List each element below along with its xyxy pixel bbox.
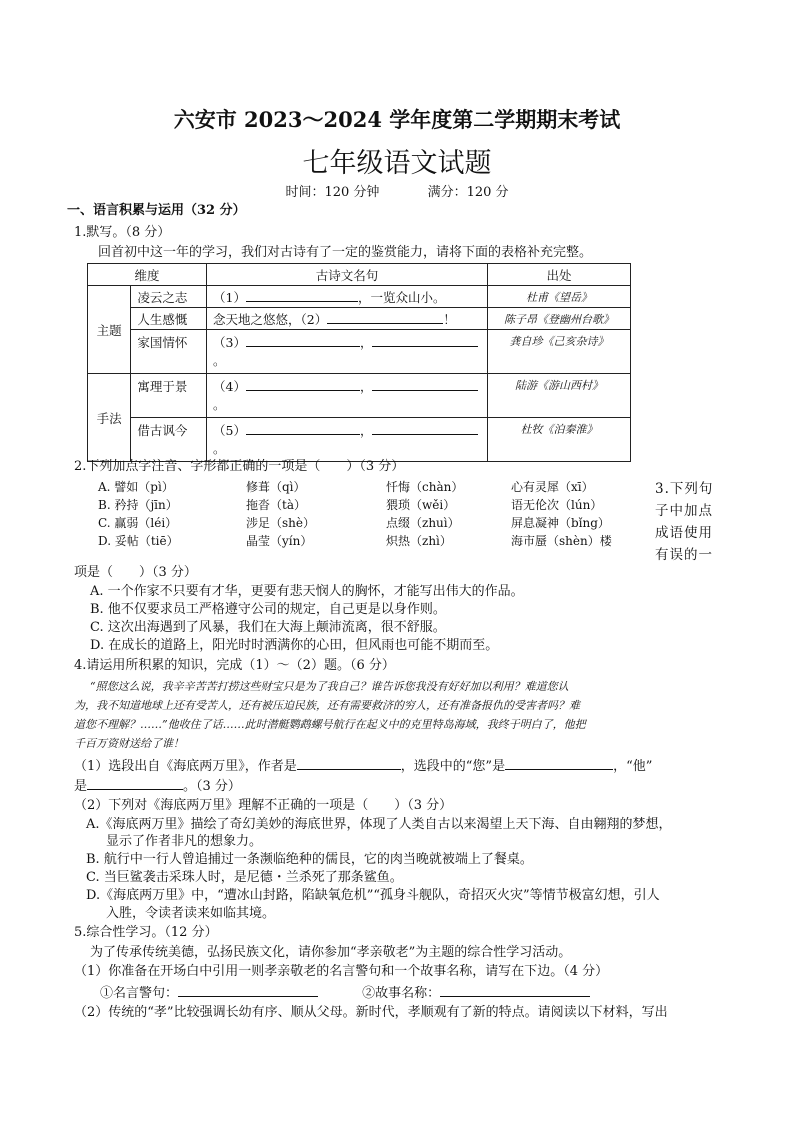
q4-passage-line-2: 为，我不知道地球上还有受苦人，还有被压迫民族，还有需要救济的穷人，还有准备报仇的受害者吗？难 xyxy=(74,699,580,712)
section-heading: 一、语言积累与运用（32 分） xyxy=(67,203,246,218)
q3-option-d: D. 在成长的道路上，阳光时时洒满你的心田，但风雨也可能不期而至。 xyxy=(90,638,499,653)
q5-stem: 5.综合性学习。（12 分） xyxy=(74,925,218,940)
story-blank[interactable] xyxy=(440,984,590,997)
table-header-quote: 古诗文名句 xyxy=(207,264,488,286)
q4-passage-line-4: 千百万资财送给了谁！ xyxy=(74,737,184,750)
dim-cell: 寓理于景 xyxy=(131,374,207,418)
dim-cell: 人生感慨 xyxy=(131,308,207,330)
q4-sub2-option-d: D.《海底两万里》中，“遭冰山封路，陷缺氧危机”“孤身斗舰队，奇招灭火灾”等情节极富幻想，引人 xyxy=(86,888,660,903)
quote-cell: （3） ， 。 xyxy=(207,330,488,374)
source-cell: 陆游《游山西村》 xyxy=(488,374,631,418)
answer-blank-5b[interactable] xyxy=(372,422,478,435)
he-blank[interactable] xyxy=(87,777,183,790)
group-theme: 主题 xyxy=(88,286,131,374)
dim-cell: 家国情怀 xyxy=(131,330,207,374)
q2-stem: 2.下列加点字注音、字形都正确的一项是（ ）（3 分） xyxy=(74,459,405,474)
quote-blank[interactable] xyxy=(178,984,318,997)
group-technique: 手法 xyxy=(88,374,131,462)
exam-meta xyxy=(0,181,794,200)
answer-blank-1[interactable] xyxy=(246,289,358,302)
dim-cell: 凌云之志 xyxy=(131,286,207,308)
q4-sub2-option-c: C. 当巨鲨袭击采珠人时，是尼德・兰杀死了那条鲨鱼。 xyxy=(86,870,403,885)
q3-option-a: A. 一个作家不只要有才华，更要有悲天悯人的胸怀，才能写出伟大的作品。 xyxy=(90,584,524,599)
q4-sub2-option-d-cont: 入胜，令读者读来如临其境。 xyxy=(106,906,276,921)
q3-option-c: C. 这次出海遇到了风暴，我们在大海上颠沛流离，很不舒服。 xyxy=(90,620,446,635)
q4-sub1-line2: 是 。（3 分） xyxy=(74,779,241,794)
q4-sub2-option-a: A.《海底两万里》描绘了奇幻美妙的海底世界，体现了人类自古以来渴望上天下海、自由翱翔的梦想， xyxy=(86,817,672,832)
source-cell: 杜甫《望岳》 xyxy=(488,286,631,308)
quote-cell: （5） ， 。 xyxy=(207,418,488,462)
q1-intro: 回首初中这一年的学习，我们对古诗有了一定的鉴赏能力，请将下面的表格补充完整。 xyxy=(98,245,593,260)
q5-sub1: （1）你准备在开场白中引用一则孝亲敬老的名言警句和一个故事名称，请写在下边。（4 分） xyxy=(74,964,609,979)
q5-blanks: ①名言警句： ②故事名称： xyxy=(100,984,590,1003)
q5-sub2: （2）传统的“孝”比较强调长幼有序、顺从父母。新时代，孝顺观有了新的特点。请阅读以下材料，写出 xyxy=(74,1005,668,1020)
answer-blank-5a[interactable] xyxy=(246,422,360,435)
source-cell: 龚自珍《己亥杂诗》 xyxy=(488,330,631,374)
poem-table xyxy=(87,263,631,462)
exam-subtitle: 七年级语文试题 xyxy=(302,148,492,179)
q4-sub2-option-a-cont: 显示了作者非凡的想象力。 xyxy=(106,834,263,849)
q4-passage-line-1: “照您这么说，我辛辛苦苦打捞这些财宝只是为了我自己？谁告诉您我没有好好加以利用？难道您认 xyxy=(90,680,569,693)
table-header-dimension: 维度 xyxy=(88,264,207,286)
q4-sub1-line1: （1）选段出自《海底两万里》，作者是 ，选段中的“您”是 ，“他” xyxy=(74,759,653,774)
source-cell: 陈子昂《登幽州台歌》 xyxy=(488,308,631,330)
answer-blank-3b[interactable] xyxy=(372,334,478,347)
dim-cell: 借古讽今 xyxy=(131,418,207,462)
quote-cell: （4） ， 。 xyxy=(207,374,488,418)
you-blank[interactable] xyxy=(505,757,613,770)
q4-passage-line-3: 道您不理解？……”他收住了话……此时潜艇鹦鹉螺号航行在起义中的克里特岛海域，我终于明白了，他把 xyxy=(74,718,586,731)
q4-sub2-stem: （2）下列对《海底两万里》理解不正确的一项是（ ）（3 分） xyxy=(74,798,453,813)
q3-stem: 项是（ ）（3 分） xyxy=(74,565,197,580)
q4-sub2-option-b: B. 航行中一行人曾追捕过一条濒临绝种的儒艮，它的肉当晚就被端上了餐桌。 xyxy=(86,852,533,867)
exam-time: 时间：120 分钟 xyxy=(285,185,380,200)
exam-title: 六安市 2023～2024 学年度第二学期期末考试 xyxy=(173,107,621,132)
q5-intro: 为了传承传统美德，弘扬民族文化，请你参加“孝亲敬老”为主题的综合性学习活动。 xyxy=(90,945,572,960)
answer-blank-4a[interactable] xyxy=(246,378,360,391)
q1-stem: 1.默写。（8 分） xyxy=(74,225,171,240)
answer-blank-3a[interactable] xyxy=(246,334,360,347)
answer-blank-2[interactable] xyxy=(327,311,443,324)
q4-stem: 4.请运用所积累的知识，完成（1）～（2）题。（6 分） xyxy=(74,658,395,673)
q3-option-b: B. 他不仅要求员工严格遵守公司的规定，自己更是以身作则。 xyxy=(90,602,446,617)
quote-cell: （1） ，一览众山小。 xyxy=(207,286,488,308)
quote-cell: 念天地之悠悠，（2） ！ xyxy=(207,308,488,330)
q3-side-text: 3.下列句子中加点成语使用有误的一 xyxy=(655,481,714,563)
source-cell: 杜牧《泊秦淮》 xyxy=(488,418,631,462)
answer-blank-4b[interactable] xyxy=(372,378,478,391)
author-blank[interactable] xyxy=(297,757,401,770)
exam-page: 六安市 2023～2024 学年度第二学期期末考试 七年级语文试题 时间：120 分钟 满分：120 分 一、语言积累与运用（32 分） 1.默写。（8 分） 回首初中这一年的学习，我们对古诗有了一定的鉴赏能力，请将下面的表格补充完整。 维度 古诗文名句 出处 主题 凌云之志 （1） ，一览众山小。 杜甫《望岳》 人生感慨 念天地之悠悠，（2） ！ 陈子昂《登幽州台歌》 家国情怀 （3） ， 。 龚自珍《己亥杂诗》 手法 寓理于景 （4） ， 。 陆游《游山西村》 借古讽今 （5） ， 。 杜牧《泊秦淮》 2.下列加点字注音、字形都正确的一项是（ ）（3 分） A. 譬如（pì） 修葺（qì） 忏悔（chàn） 心有灵犀（xī） B. 矜持（jīn） 拖沓（tà） 猥琐（wěi） 语无伦次（lún） C. 赢弱（léi） 涉足（shè） 点缀（zhuì） 屏息凝神（bǐng） D. 妥帖（tiē） 晶莹（yín） 炽热（zhì） 海市蜃（shèn）楼 3.下列句子中加点成语使用有误的一 项是（ ）（3 分） A. 一个作家不只要有才华，更要有悲天悯人的胸怀，才能写出伟大的作品。 B. 他不仅要求员工严格遵守公司的规定，自己更是以身作则。 C. 这次出海遇到了风暴，我们在大海上颠沛流离，很不舒服。 D. 在成长的道路上，阳光时时洒满你的心田，但风雨也可能不期而至。 4.请运用所积累的知识，完成（1）～（2）题。（6 分） “照您这么说，我辛辛苦苦打捞这些财宝只是为了我自己？谁告诉您我没有好好加以利用？难道您认 为，我不知道地球上还有受苦人，还有被压迫民族，还有需要救济的穷人，还有准备报仇的受害者吗？难 道您不理解？……”他收住了话……此时潜艇鹦鹉螺号航行在起义中的克里特岛海域，我终于明白了，他把 千百万资财送给了谁！ （1）选段出自《海底两万里》，作者是 ，选段中的“您”是 ，“他” 是 。（3 分） （2）下列对《海底两万里》理解不正确的一项是（ ）（3 分） A.《海底两万里》描绘了奇幻美妙的海底世界，体现了人类自古以来渴望上天下海、自由翱翔的梦想， 显示了作者非凡的想象力。 B. 航行中一行人曾追捕过一条濒临绝种的儒艮，它的肉当晚就被端上了餐桌。 C. 当巨鲨袭击采珠人时，是尼德・兰杀死了那条鲨鱼。 D.《海底两万里》中，“遭冰山封路，陷缺氧危机”“孤身斗舰队，奇招灭火灾”等情节极富幻想，引人 入胜，令读者读来如临其境。 5.综合性学习。（12 分） 为了传承传统美德，弘扬民族文化，请你参加“孝亲敬老”为主题的综合性学习活动。 （1）你准备在开场白中引用一则孝亲敬老的名言警句和一个故事名称，请写在下边。（4 分） ①名言警句： ②故事名称： （2）传统的“孝”比较强调长幼有序、顺从父母。新时代，孝顺观有了新的特点。请阅读以下材料，写出 xyxy=(0,0,794,1123)
exam-score: 满分：120 分 xyxy=(427,185,509,200)
table-header-source: 出处 xyxy=(488,264,631,286)
